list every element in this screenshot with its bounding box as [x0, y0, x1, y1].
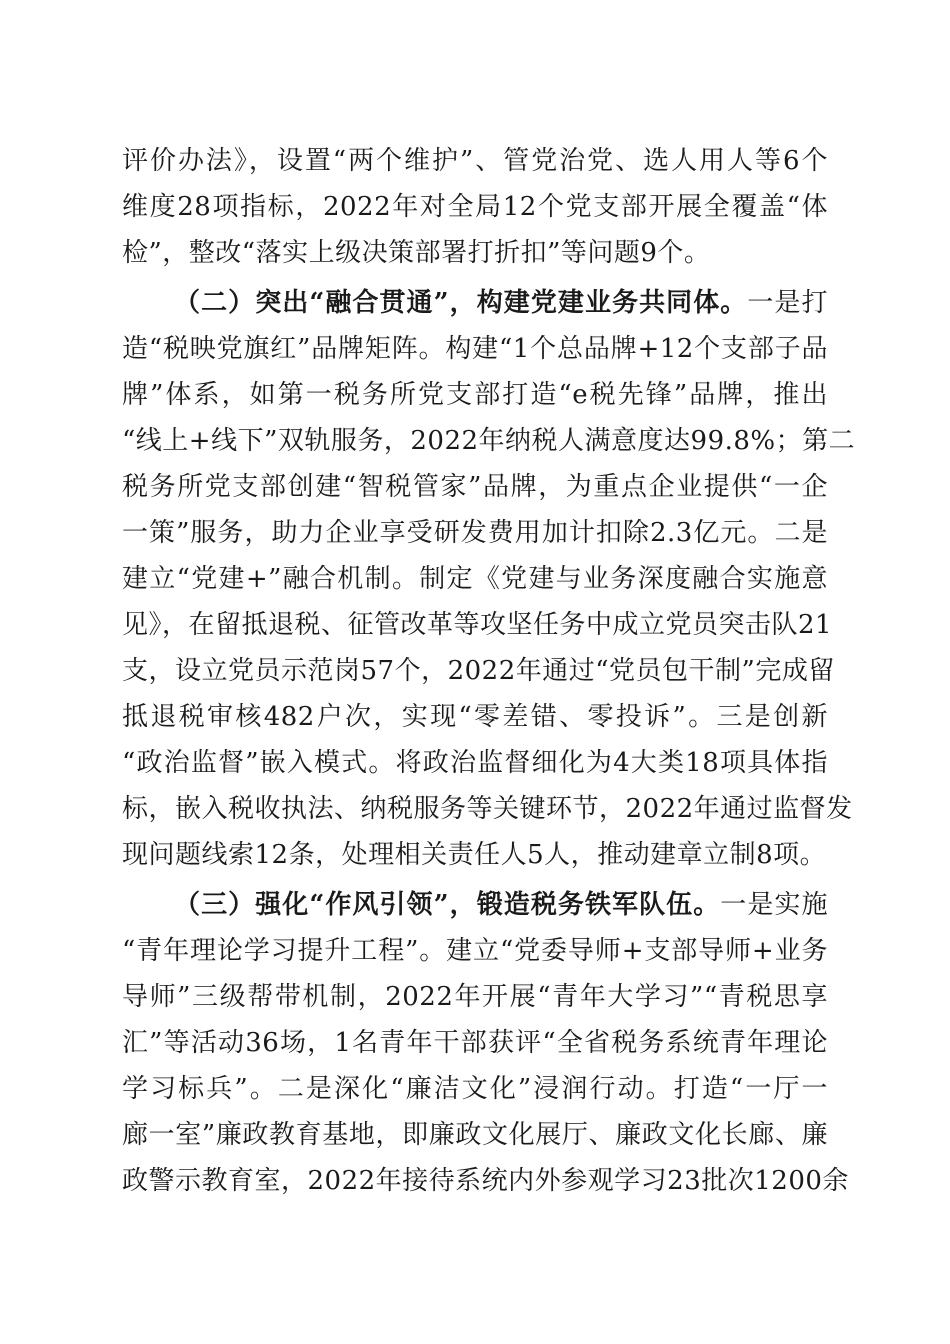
text-line: 支，设立党员示范岗57个，2022年通过“党员包干制”完成留 — [122, 656, 835, 686]
text-line: 政警示教育室，2022年接待系统内外参观学习23批次1200余 — [122, 1166, 849, 1196]
text-line: 现问题线索12条，处理相关责任人5人，推动建章立制8项。 — [122, 840, 827, 870]
text-line — [122, 882, 828, 928]
text-line: “政治监督”嵌入模式。将政治监督细化为4大类18项具体指 — [122, 748, 828, 778]
text-line: 牌”体系，如第一税务所党支部打造“e税先锋”品牌，推出 — [122, 380, 828, 410]
text-line: 汇”等活动36场，1名青年干部获评“全省税务系统青年理论 — [122, 1028, 828, 1058]
text-line: “线上+线下”双轨服务，2022年纳税人满意度达99.8%；第二 — [122, 426, 856, 456]
text-line: 抵退税审核482户次，实现“零差错、零投诉”。三是创新 — [122, 702, 828, 732]
text-line: 造“税映党旗红”品牌矩阵。构建“1个总品牌+12个支部子品 — [122, 334, 828, 364]
text-line: 廊一室”廉政教育基地，即廉政文化展厅、廉政文化长廊、廉 — [122, 1120, 828, 1150]
text-line: 建立“党建+”融合机制。制定《党建与业务深度融合实施意 — [122, 564, 828, 594]
text-line: 税务所党支部创建“智税管家”品牌，为重点企业提供“一企 — [122, 472, 828, 502]
document-body — [122, 138, 856, 1204]
text-fragment: 一是实施 — [720, 890, 828, 920]
text-line: 标，嵌入税收执法、纳税服务等关键环节，2022年通过监督发 — [122, 794, 853, 824]
text-line: 一策”服务，助力企业享受研发费用加计扣除2.3亿元。二是 — [122, 518, 828, 548]
text-line: 见》，在留抵退税、征管改革等攻坚任务中成立党员突击队21 — [122, 610, 833, 640]
section-heading: （三）强化“作风引领”，锻造税务铁军队伍。 — [174, 890, 721, 920]
text-line: 评价办法》，设置“两个维护”、管党治党、选人用人等6个 — [122, 146, 828, 176]
paragraph-2 — [122, 280, 856, 878]
text-fragment: 一是打 — [747, 288, 828, 318]
paragraph-3 — [122, 882, 849, 1204]
text-line — [122, 280, 828, 326]
section-heading: （二）突出“融合贯通”，构建党建业务共同体。 — [174, 288, 748, 318]
paragraph-1 — [122, 138, 828, 276]
text-line: 导师”三级帮带机制，2022年开展“青年大学习”“青税思享 — [122, 982, 828, 1012]
text-line: “青年理论学习提升工程”。建立“党委导师+支部导师+业务 — [122, 936, 828, 966]
text-line: 检”，整改“落实上级决策部署打折扣”等问题9个。 — [122, 238, 711, 268]
text-line: 学习标兵”。二是深化“廉洁文化”浸润行动。打造“一厅一 — [122, 1074, 828, 1104]
text-line: 维度28项指标，2022年对全局12个党支部开展全覆盖“体 — [122, 192, 828, 222]
